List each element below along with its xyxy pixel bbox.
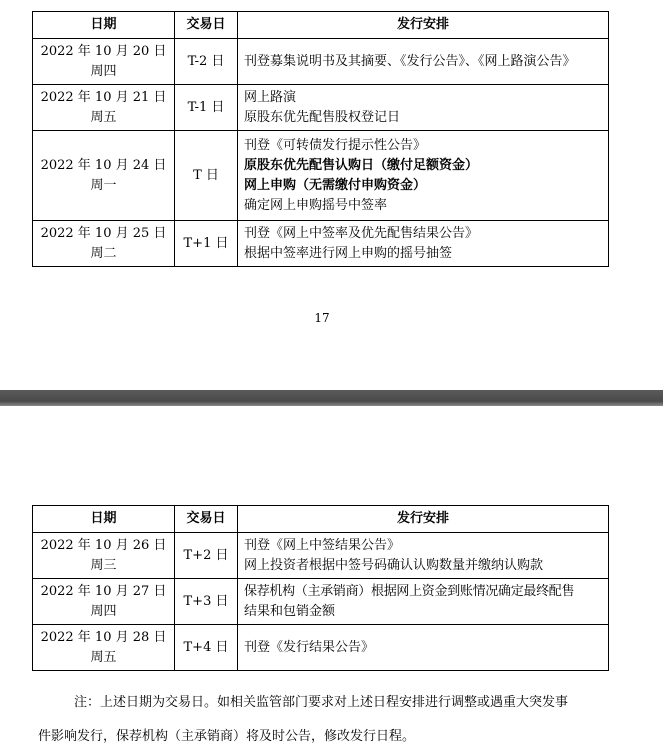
arrangement-line: 保荐机构（主承销商）根据网上资金到账情况确定最终配售 bbox=[244, 583, 575, 599]
arrangement-line: 刊登《可转债发行提示性公告》 bbox=[244, 137, 427, 153]
date-text: 2022 年 10 月 26 日 bbox=[40, 537, 167, 553]
table-header-row bbox=[33, 506, 609, 533]
arrangement-line: 刊登募集说明书及其摘要、《发行公告》、《网上路演公告》 bbox=[244, 53, 576, 69]
arrangement-line: 原股东优先配售股权登记日 bbox=[244, 109, 401, 125]
arrangement-cell bbox=[238, 131, 609, 221]
schedule-table-page-17 bbox=[32, 11, 609, 267]
trading-day-cell: T+3 日 bbox=[175, 579, 238, 625]
table-row bbox=[33, 131, 609, 221]
trading-day-cell: T+4 日 bbox=[175, 625, 238, 671]
arrangement-cell bbox=[238, 85, 609, 131]
arrangement-line: 刊登《发行结果公告》 bbox=[244, 639, 375, 655]
header-date: 日期 bbox=[33, 506, 175, 533]
arrangement-line-bold: 网上申购（无需缴付申购资金） bbox=[244, 177, 427, 193]
arrangement-line: 刊登《网上中签率及优先配售结果公告》 bbox=[244, 225, 479, 241]
date-text: 2022 年 10 月 27 日 bbox=[40, 583, 167, 599]
date-cell bbox=[33, 39, 175, 85]
header-arrangement: 发行安排 bbox=[238, 12, 609, 39]
footnote-line: 件影响发行，保荐机构（主承销商）将及时公告，修改发行日程。 bbox=[38, 729, 416, 744]
header-trading-day: 交易日 bbox=[175, 12, 238, 39]
header-trading-day: 交易日 bbox=[175, 506, 238, 533]
trading-day-cell: T 日 bbox=[175, 131, 238, 221]
weekday-text: 周五 bbox=[90, 649, 117, 665]
arrangement-line: 根据中签率进行网上申购的摇号抽签 bbox=[244, 245, 453, 261]
schedule-table-page-18 bbox=[32, 505, 609, 671]
weekday-text: 周一 bbox=[90, 177, 117, 193]
trading-day-cell: T+2 日 bbox=[175, 533, 238, 579]
arrangement-cell bbox=[238, 625, 609, 671]
arrangement-line: 刊登《网上中签结果公告》 bbox=[244, 537, 401, 553]
date-cell bbox=[33, 85, 175, 131]
table-row bbox=[33, 221, 609, 267]
table-row bbox=[33, 579, 609, 625]
header-date: 日期 bbox=[33, 12, 175, 39]
date-cell bbox=[33, 579, 175, 625]
footnote-line: 注：上述日期为交易日。如相关监管部门要求对上述日程安排进行调整或遇重大突发事 bbox=[74, 695, 569, 710]
arrangement-cell bbox=[238, 39, 609, 85]
table-row bbox=[33, 39, 609, 85]
date-text: 2022 年 10 月 28 日 bbox=[40, 629, 167, 645]
date-cell bbox=[33, 131, 175, 221]
arrangement-line: 网上路演 bbox=[244, 89, 297, 105]
table-row bbox=[33, 533, 609, 579]
weekday-text: 周五 bbox=[90, 109, 117, 125]
weekday-text: 周二 bbox=[90, 245, 117, 261]
date-cell bbox=[33, 625, 175, 671]
page-divider bbox=[0, 390, 663, 406]
header-arrangement: 发行安排 bbox=[238, 506, 609, 533]
arrangement-line: 网上投资者根据中签号码确认认购数量并缴纳认购款 bbox=[244, 557, 544, 573]
footnote bbox=[38, 686, 618, 754]
trading-day-cell: T-2 日 bbox=[175, 39, 238, 85]
trading-day-cell: T+1 日 bbox=[175, 221, 238, 267]
arrangement-cell bbox=[238, 579, 609, 625]
date-text: 2022 年 10 月 24 日 bbox=[40, 157, 167, 173]
arrangement-cell bbox=[238, 221, 609, 267]
date-text: 2022 年 10 月 20 日 bbox=[40, 43, 167, 59]
weekday-text: 周四 bbox=[90, 63, 117, 79]
date-text: 2022 年 10 月 25 日 bbox=[40, 225, 167, 241]
date-cell bbox=[33, 533, 175, 579]
table-header-row bbox=[33, 12, 609, 39]
arrangement-line: 结果和包销金额 bbox=[244, 603, 336, 619]
page-number: 17 bbox=[314, 311, 330, 325]
weekday-text: 周四 bbox=[90, 603, 117, 619]
arrangement-line: 确定网上申购摇号中签率 bbox=[244, 197, 388, 213]
weekday-text: 周三 bbox=[90, 557, 117, 573]
table-row bbox=[33, 625, 609, 671]
trading-day-cell: T-1 日 bbox=[175, 85, 238, 131]
date-text: 2022 年 10 月 21 日 bbox=[40, 89, 167, 105]
arrangement-cell bbox=[238, 533, 609, 579]
date-cell bbox=[33, 221, 175, 267]
table-row bbox=[33, 85, 609, 131]
arrangement-line-bold: 原股东优先配售认购日（缴付足额资金） bbox=[244, 157, 479, 173]
